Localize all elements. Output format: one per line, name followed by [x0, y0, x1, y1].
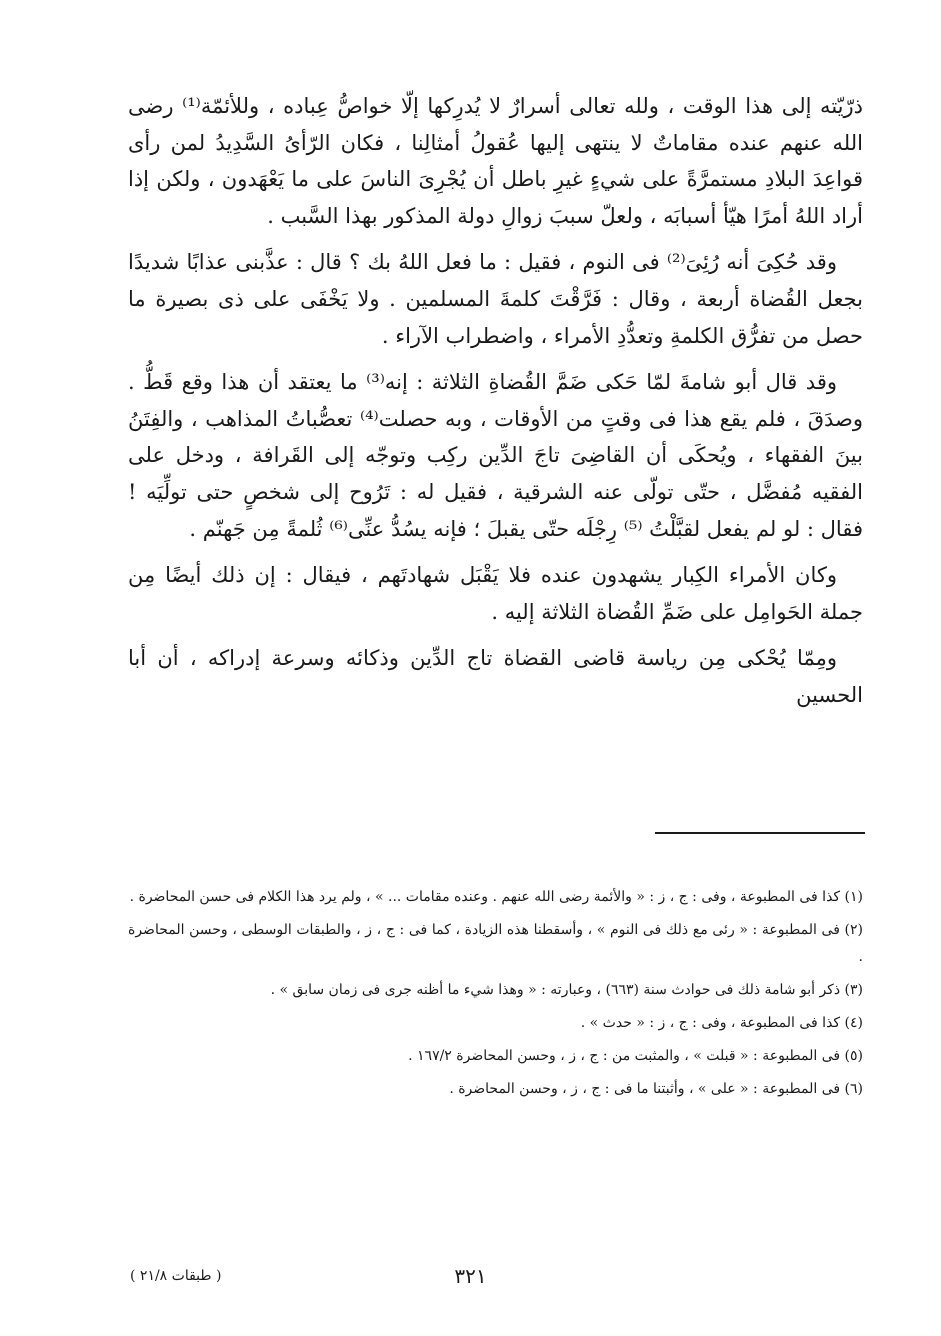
footnote-6: (٦) فى المطبوعة : « على » ، وأثبتنا ما فى : ج ، ز ، وحسن المحاضرة .: [449, 1081, 863, 1097]
paragraph-3: وقد قال أبو شامةَ لمّا حَكى ضَمَّ القُضاةِ الثلاثة : إنه⁽³⁾ ما يعتقد أن هذا وقع قَطُّ . وصدَقَ ، فلم يقع هذا فى وقتٍ من الأوقات ، وبه حصلت⁽⁴⁾ تعصُّباتُ المذاهب ، والفِتَنُ بينَ الفقهاء ، ويُحكَى أن القاضِىَ تاجَ الدِّين ركِب وتوجّه إلى القَرافة ، ودخل على الفقيه مُفضَّل ، حتّى تولّى عنه الشرقية ، فقيل له : تَرُوح إلى شخصٍ حتى تولِّيَه ! فقال : لو لم يفعل لقبَّلْتُ ⁽⁵⁾ رِجْلَه حتّى يقبلَ ؛ فإنه يسُدُّ عنِّى⁽⁶⁾ ثُلمةً مِن جَهنّم .: [128, 370, 864, 541]
footnote-3: (٣) ذكر أبو شامة ذلك فى حوادث سنة (٦٦٣) ، وعبارته : « وهذا شيء ما أظنه جرى فى زمان سابق » .: [270, 982, 863, 998]
paragraph-1: ذرّيّته إلى هذا الوقت ، ولله تعالى أسرارٌ لا يُدرِكها إلّا خواصُّ عِباده ، وللأئمّة⁽¹⁾ رضى الله عنهم عنده مقاماتٌ لا ينتهى إليها عُقولُ أمثالِنا ، فكان الرّأىُ السَّدِيدُ لمن رأى قواعِدَ البلادِ مستمرَّةً على شيءٍ غيرِ باطل أن يُجْرِىَ الناسَ على ما يَعْهَدون ، ولكن إذا أراد اللهُ أمرًا هيّأ أسبابَه ، ولعلّ سببَ زوالِ دولة المذكور بهذا السَّبب .: [128, 94, 863, 228]
footnote-5: (٥) فى المطبوعة : « قبلت » ، والمثبت من : ج ، ز ، وحسن المحاضرة ١٦٧/٢ .: [408, 1048, 863, 1064]
paragraph-4: وكان الأمراء الكِبار يشهدون عنده فلا يَقْبَل شهادتَهم ، فيقال : إن ذلك أيضًا مِن جملة الحَوامِل على ضَمِّ القُضاة الثلاثة إليه .: [128, 563, 863, 624]
footnote-4: (٤) كذا فى المطبوعة ، وفى : ج ، ز : « حدث » .: [580, 1015, 863, 1031]
page-number: ٣٢١: [454, 1264, 487, 1288]
footnotes: [128, 884, 863, 1109]
footnote-1: (١) كذا فى المطبوعة ، وفى : ج ، ز : « والأئمة رضى الله عنهم . وعنده مقامات ... » ، ولم يرد هذا الكلام فى حسن المحاضرة .: [129, 889, 863, 905]
main-text: [128, 88, 863, 724]
paragraph-2: وقد حُكِىَ أنه رُئِىَ⁽²⁾ فى النوم ، فقيل : ما فعل اللهُ بك ؟ قال : عذَّبنى عذابًا شديدًا بجعل القُضاة أربعة ، وقال : فَرَّقْتَ كلمةَ المسلمين . ولا يَخْفَى على ذى بصيرة ما حصل من تفرُّق الكلمةِ وتعدُّدِ الأمراء ، واضطراب الآراء .: [128, 250, 863, 348]
paragraph-5: ومِمّا يُحْكى مِن رياسة قاضى القضاة تاج الدِّين وذكائه وسرعة إدراكه ، أن أبا الحسين: [128, 646, 863, 707]
footnote-separator: [655, 832, 865, 834]
footnote-2: (٢) فى المطبوعة : « رئى مع ذلك فى النوم » ، وأسقطنا هذه الزيادة ، كما فى : ج ، ز ، والطبقات الوسطى ، وحسن المحاضرة .: [128, 922, 863, 965]
printer-signature: ( طبقات ٢١/٨ ): [130, 1268, 222, 1284]
